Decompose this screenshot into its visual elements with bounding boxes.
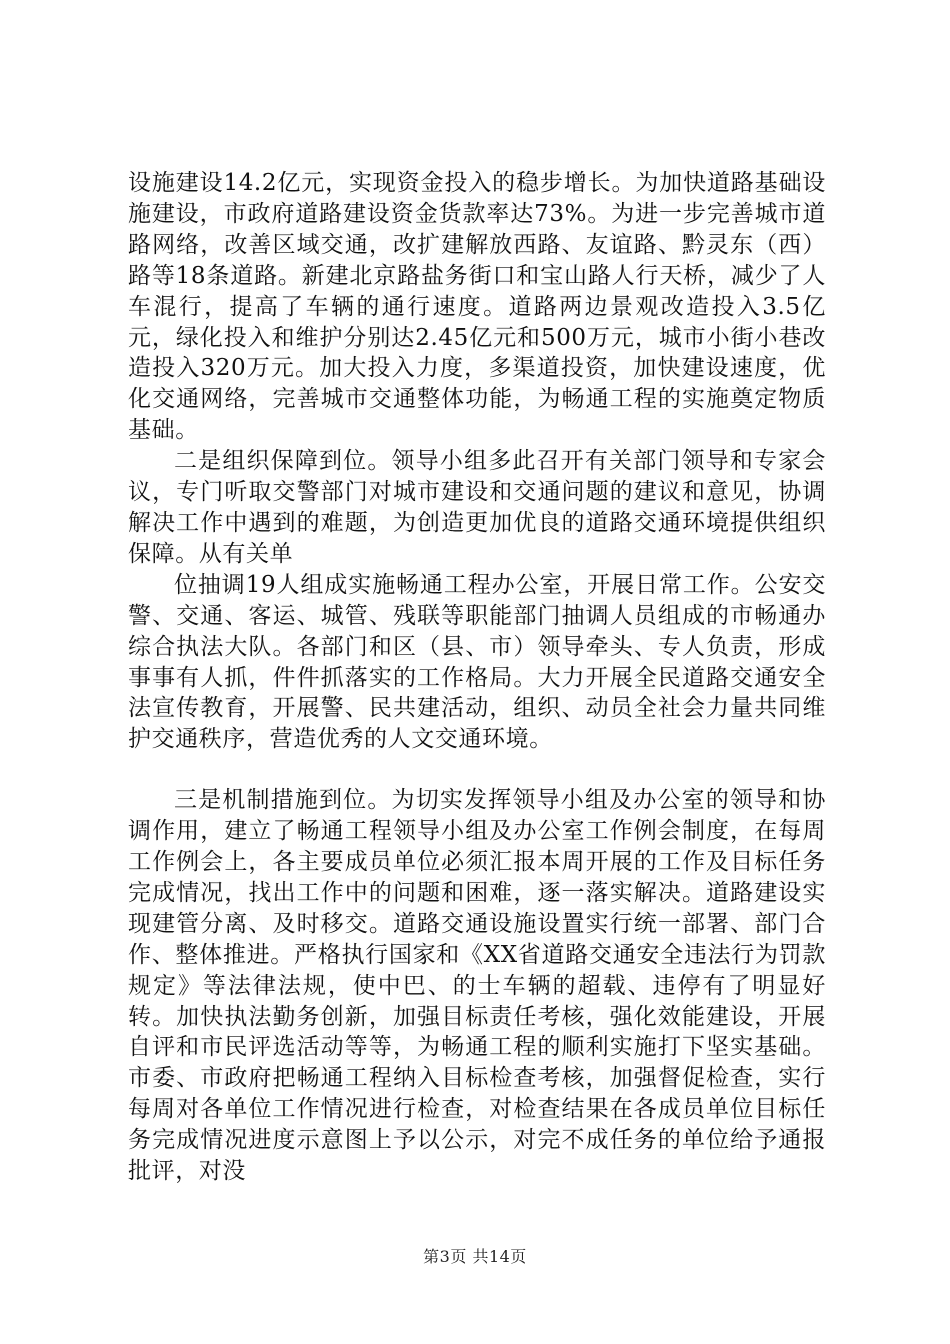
page-number-footer: 第3页 共14页 xyxy=(423,1247,527,1266)
paragraph-office: 位抽调19人组成实施畅通工程办公室，开展日常工作。公安交警、交通、客运、城管、残联等职能部门抽调人员组成的市畅通办综合执法大队。各部门和区（县、市）领导牵头、专人负责，形成事事有人抓，件件抓落实的工作格局。大力开展全民道路交通安全法宣传教育，开展警、民共建活动，组织、动员全社会力量共同维护交通秩序，营造优秀的人文交通环境。 xyxy=(128,571,826,753)
paragraph-organization: 二是组织保障到位。领导小组多此召开有关部门领导和专家会议，专门听取交警部门对城市建设和交通问题的建议和意见，协调解决工作中遇到的难题，为创造更加优良的道路交通环境提供组织保障。从有关单 xyxy=(128,448,826,567)
paragraph-mechanism: 三是机制措施到位。为切实发挥领导小组及办公室的领导和协调作用，建立了畅通工程领导小组及办公室工作例会制度，在每周工作例会上，各主要成员单位必须汇报本周开展的工作及目标任务完成情况，找出工作中的问题和困难，逐一落实解决。道路建设实现建管分离、及时移交。道路交通设施设置实行统一部署、部门合作、整体推进。严格执行国家和《XX省道路交通安全违法行为罚款规定》等法律法规，使中巴、的士车辆的超载、违停有了明显好转。加快执法勤务创新，加强目标责任考核，强化效能建设，开展自评和市民评选活动等等，为畅通工程的顺利实施打下坚实基础。市委、市政府把畅通工程纳入目标检查考核，加强督促检查，实行每周对各单位工作情况进行检查，对检查结果在各成员单位目标任务完成情况进度示意图上予以公示，对完不成任务的单位给予通报批评，对没 xyxy=(128,787,826,1185)
document-page xyxy=(128,168,826,1187)
paragraph-investment: 设施建设14.2亿元，实现资金投入的稳步增长。为加快道路基础设施建设，市政府道路建设资金货款率达73%。为进一步完善城市道路网络，改善区域交通，改扩建解放西路、友谊路、黔灵东（西）路等18条道路。新建北京路盐务街口和宝山路人行天桥，减少了人车混行，提高了车辆的通行速度。道路两边景观改造投入3.5亿元，绿化投入和维护分别达2.45亿元和500万元，城市小街小巷改造投入320万元。加大投入力度，多渠道投资，加快建设速度，优化交通网络，完善城市交通整体功能，为畅通工程的实施奠定物质基础。 xyxy=(128,170,826,444)
